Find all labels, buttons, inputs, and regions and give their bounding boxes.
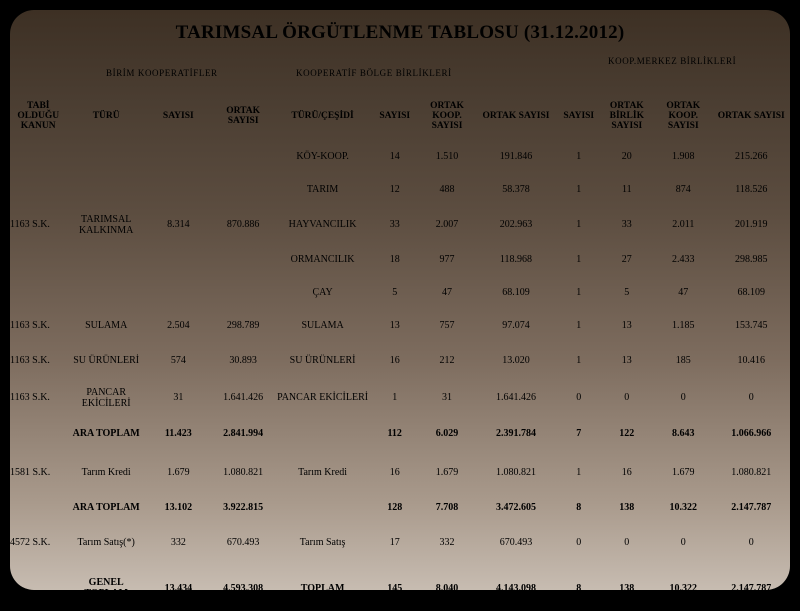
cell-turu xyxy=(66,276,145,309)
table-row xyxy=(10,520,790,565)
cell-ortak-sayisi: 2.841.994 xyxy=(223,427,264,439)
cell-merkez-sayisi: 8 xyxy=(576,582,582,594)
cell-bolge-sayisi: 16 xyxy=(389,355,400,366)
subtotal-row xyxy=(10,416,790,450)
cell-merkez-ortak-koop: 2.433 xyxy=(672,254,695,265)
cell-merkez-ortak-sayisi: 1.080.821 xyxy=(731,467,772,478)
table-row xyxy=(10,309,790,342)
cell-merkez-ortak-sayisi: 2.147.787 xyxy=(731,502,772,513)
cell-bolge-sayisi: 12 xyxy=(389,184,400,195)
cell-merkez-ortak-koop: 10.322 xyxy=(669,582,697,594)
cell-kanun: 1163 S.K. xyxy=(10,320,50,331)
cell-bolge-ortak-koop: 1.510 xyxy=(435,151,459,162)
cell-turu-cesidi xyxy=(276,495,370,520)
cell-merkez-ortak-birlik: 33 xyxy=(621,219,632,230)
cell-merkez-ortak-sayisi: 1.066.966 xyxy=(731,427,772,439)
header-ortak-sayisi: ORTAK SAYISI xyxy=(226,106,261,126)
cell-bolge-sayisi: 14 xyxy=(389,151,400,162)
cell-merkez-sayisi: 1 xyxy=(576,151,582,162)
cell-bolge-ortak-koop: 332 xyxy=(439,537,455,548)
cell-bolge-sayisi: 145 xyxy=(387,582,403,594)
cell-bolge-ortak-sayisi: 2.391.784 xyxy=(495,427,536,439)
cell-kanun xyxy=(10,276,66,309)
cell-bolge-ortak-koop: 2.007 xyxy=(435,219,459,230)
cell-merkez-ortak-birlik: 0 xyxy=(624,537,630,548)
cell-turu-cesidi: TARIM xyxy=(306,184,339,195)
header-row xyxy=(10,92,790,140)
total-row xyxy=(10,565,790,611)
cell-bolge-ortak-sayisi: 118.968 xyxy=(499,254,533,265)
cell-bolge-sayisi: 128 xyxy=(387,502,403,513)
table-row xyxy=(10,276,790,309)
cell-merkez-ortak-koop: 47 xyxy=(678,287,689,298)
cell-bolge-ortak-sayisi: 670.493 xyxy=(499,537,533,548)
cell-merkez-ortak-birlik: 16 xyxy=(621,467,632,478)
cell-bolge-ortak-sayisi: 1.080.821 xyxy=(495,467,536,478)
cell-bolge-ortak-sayisi: 191.846 xyxy=(499,151,533,162)
cell-bolge-ortak-koop: 977 xyxy=(439,254,455,265)
cell-merkez-ortak-birlik: 13 xyxy=(621,320,632,331)
group-header-birim: BİRİM KOOPERATİFLER xyxy=(106,68,218,78)
cell-ortak-sayisi: 870.886 xyxy=(226,219,260,230)
cell-sayisi: 2.504 xyxy=(167,320,190,331)
cell-turu-cesidi xyxy=(276,416,370,450)
cell-sayisi xyxy=(146,276,211,309)
header-merkez-ortak-birlik: ORTAK BİRLİK SAYISI xyxy=(609,101,644,131)
table-row xyxy=(10,140,790,173)
cell-merkez-ortak-birlik: 27 xyxy=(621,254,632,265)
subtotal-row xyxy=(10,495,790,520)
cell-merkez-ortak-birlik: 11 xyxy=(621,184,632,195)
cell-kanun xyxy=(10,565,66,611)
cell-merkez-ortak-sayisi: 153.745 xyxy=(735,320,768,331)
cell-ortak-sayisi: 4.593.308 xyxy=(223,582,264,594)
header-sayisi: SAYISI xyxy=(162,111,194,121)
cell-bolge-ortak-sayisi: 68.109 xyxy=(502,287,530,298)
cell-sayisi xyxy=(146,173,211,206)
cell-turu-cesidi: TOPLAM xyxy=(300,582,345,594)
cell-kanun: 1163 S.K. xyxy=(10,355,50,366)
page-title: TARIMSAL ÖRGÜTLENME TABLOSU (31.12.2012) xyxy=(175,22,625,43)
cell-turu-cesidi: SULAMA xyxy=(301,320,344,331)
cell-bolge-sayisi: 112 xyxy=(387,427,402,439)
cell-bolge-ortak-sayisi: 202.963 xyxy=(499,219,533,230)
header-bolge-sayisi: SAYISI xyxy=(379,111,411,121)
cell-sayisi: 332 xyxy=(170,537,186,548)
cell-sayisi xyxy=(146,140,211,173)
table-row xyxy=(10,379,790,416)
cell-bolge-ortak-sayisi: 1.641.426 xyxy=(495,392,536,403)
header-turu: TÜRÜ xyxy=(92,111,120,121)
cell-kanun xyxy=(10,243,66,276)
cell-kanun: 1581 S.K. xyxy=(10,467,51,478)
cell-bolge-ortak-koop: 488 xyxy=(439,184,455,195)
cell-bolge-sayisi: 17 xyxy=(389,537,400,548)
cell-sayisi: 8.314 xyxy=(167,219,190,230)
cell-sayisi: 13.102 xyxy=(164,502,193,513)
cell-bolge-ortak-koop: 757 xyxy=(439,320,455,331)
cell-ortak-sayisi: 1.080.821 xyxy=(223,467,264,478)
cell-turu-cesidi: KÖY-KOOP. xyxy=(296,151,349,162)
cell-bolge-sayisi: 13 xyxy=(389,320,400,331)
cell-sayisi: 11.423 xyxy=(164,427,192,439)
organization-table xyxy=(10,92,790,611)
cell-turu: TARIMSAL KALKINMA xyxy=(78,213,134,236)
cell-turu: SU ÜRÜNLERİ xyxy=(73,355,140,366)
cell-bolge-ortak-koop: 47 xyxy=(441,287,452,298)
header-bolge-ortak-koop: ORTAK KOOP. SAYISI xyxy=(430,101,464,131)
cell-merkez-ortak-birlik: 20 xyxy=(621,151,632,162)
cell-merkez-ortak-koop: 1.908 xyxy=(672,151,695,162)
cell-turu-cesidi: Tarım Kredi xyxy=(298,467,348,478)
cell-bolge-ortak-koop: 8.040 xyxy=(435,582,459,594)
cell-ortak-sayisi xyxy=(211,173,276,206)
cell-merkez-ortak-birlik: 122 xyxy=(619,427,635,439)
cell-merkez-ortak-koop: 2.011 xyxy=(672,219,695,230)
group-header-bolge: KOOPERATİF BÖLGE BİRLİKLERİ xyxy=(296,68,452,78)
cell-sayisi: 31 xyxy=(173,392,184,403)
cell-turu: PANCAR EKİCİLERİ xyxy=(81,386,131,409)
header-merkez-sayisi: SAYISI xyxy=(563,111,595,121)
cell-kanun: 1163 S.K. xyxy=(10,392,50,403)
cell-merkez-ortak-sayisi: 0 xyxy=(748,537,754,548)
cell-turu xyxy=(66,173,145,206)
table-row xyxy=(10,206,790,243)
cell-bolge-sayisi: 18 xyxy=(389,254,400,265)
cell-merkez-ortak-sayisi: 0 xyxy=(748,392,754,403)
cell-turu xyxy=(66,140,145,173)
cell-merkez-ortak-birlik: 138 xyxy=(619,502,635,513)
cell-turu-cesidi: Tarım Satış xyxy=(299,537,346,548)
cell-merkez-ortak-sayisi: 201.919 xyxy=(735,219,768,230)
cell-merkez-sayisi: 8 xyxy=(576,502,582,513)
cell-bolge-sayisi: 5 xyxy=(392,287,398,298)
cell-bolge-sayisi: 33 xyxy=(389,219,400,230)
cell-turu-cesidi: PANCAR EKİCİLERİ xyxy=(277,392,369,403)
cell-turu: Tarım Kredi xyxy=(81,467,131,478)
cell-merkez-ortak-koop: 0 xyxy=(680,537,686,548)
cell-merkez-sayisi: 1 xyxy=(576,254,582,265)
cell-bolge-sayisi: 16 xyxy=(389,467,400,478)
cell-merkez-ortak-birlik: 0 xyxy=(624,392,630,403)
cell-bolge-ortak-sayisi: 58.378 xyxy=(502,184,530,195)
cell-bolge-ortak-koop: 31 xyxy=(441,392,452,403)
cell-ortak-sayisi: 3.922.815 xyxy=(223,502,264,513)
cell-merkez-ortak-koop: 1.679 xyxy=(672,467,695,478)
cell-turu: ARA TOPLAM xyxy=(72,427,140,439)
cell-turu-cesidi: ORMANCILIK xyxy=(290,254,355,265)
cell-ortak-sayisi xyxy=(211,243,276,276)
cell-merkez-ortak-sayisi: 68.109 xyxy=(737,287,766,298)
cell-sayisi: 13.434 xyxy=(164,582,193,594)
cell-merkez-sayisi: 7 xyxy=(576,427,582,439)
header-kanun: TABİ OLDUĞU KANUN xyxy=(17,101,60,131)
cell-merkez-sayisi: 1 xyxy=(576,355,582,366)
header-merkez-ortak-sayisi: ORTAK SAYISI xyxy=(717,111,785,121)
cell-bolge-sayisi: 1 xyxy=(392,392,398,403)
cell-merkez-ortak-birlik: 138 xyxy=(619,582,635,594)
cell-merkez-ortak-koop: 874 xyxy=(675,184,691,195)
cell-merkez-ortak-sayisi: 118.526 xyxy=(735,184,768,195)
cell-merkez-ortak-koop: 1.185 xyxy=(672,320,695,331)
cell-kanun xyxy=(10,416,66,450)
table-row xyxy=(10,243,790,276)
cell-turu xyxy=(66,243,145,276)
cell-ortak-sayisi xyxy=(211,140,276,173)
cell-sayisi: 574 xyxy=(170,355,186,366)
cell-bolge-ortak-sayisi: 3.472.605 xyxy=(495,502,536,513)
cell-merkez-sayisi: 1 xyxy=(576,184,582,195)
cell-kanun xyxy=(10,495,66,520)
cell-bolge-ortak-koop: 1.679 xyxy=(435,467,459,478)
cell-kanun xyxy=(10,173,66,206)
cell-sayisi: 1.679 xyxy=(167,467,190,478)
cell-turu: ARA TOPLAM xyxy=(72,502,140,513)
cell-turu: SULAMA xyxy=(85,320,128,331)
cell-merkez-sayisi: 0 xyxy=(576,537,582,548)
cell-merkez-ortak-sayisi: 298.985 xyxy=(735,254,768,265)
cell-merkez-ortak-koop: 10.322 xyxy=(669,502,697,513)
cell-merkez-sayisi: 1 xyxy=(576,287,582,298)
cell-kanun xyxy=(10,140,66,173)
cell-kanun: 4572 S.K. xyxy=(10,537,51,548)
cell-merkez-ortak-birlik: 5 xyxy=(624,287,630,298)
cell-merkez-ortak-birlik: 13 xyxy=(621,355,632,366)
cell-bolge-ortak-koop: 7.708 xyxy=(435,502,459,513)
cell-bolge-ortak-koop: 212 xyxy=(439,355,455,366)
cell-ortak-sayisi: 1.641.426 xyxy=(223,392,264,403)
cell-bolge-ortak-sayisi: 4.143.098 xyxy=(495,582,536,594)
header-merkez-ortak-koop: ORTAK KOOP. SAYISI xyxy=(666,101,701,131)
cell-ortak-sayisi: 670.493 xyxy=(226,537,260,548)
cell-merkez-sayisi: 1 xyxy=(576,219,582,230)
cell-merkez-ortak-koop: 8.643 xyxy=(672,427,695,439)
cell-turu-cesidi: SU ÜRÜNLERİ xyxy=(289,355,356,366)
cell-ortak-sayisi: 30.893 xyxy=(229,355,257,366)
slide xyxy=(10,10,790,599)
table-row xyxy=(10,342,790,379)
cell-merkez-sayisi: 1 xyxy=(576,467,582,478)
cell-bolge-ortak-sayisi: 13.020 xyxy=(502,355,530,366)
cell-merkez-ortak-sayisi: 10.416 xyxy=(737,355,766,366)
cell-merkez-ortak-sayisi: 2.147.787 xyxy=(731,582,772,594)
group-header-merkez: KOOP.MERKEZ BİRLİKLERİ xyxy=(608,56,737,66)
cell-sayisi xyxy=(146,243,211,276)
cell-merkez-sayisi: 0 xyxy=(576,392,582,403)
cell-merkez-sayisi: 1 xyxy=(576,320,582,331)
header-bolge-ortak-sayisi: ORTAK SAYISI xyxy=(482,111,550,121)
cell-bolge-ortak-koop: 6.029 xyxy=(435,427,459,439)
cell-merkez-ortak-sayisi: 215.266 xyxy=(735,151,768,162)
table-row xyxy=(10,450,790,495)
cell-turu-cesidi: HAYVANCILIK xyxy=(288,219,357,230)
cell-merkez-ortak-koop: 0 xyxy=(680,392,686,403)
cell-kanun: 1163 S.K. xyxy=(10,219,50,230)
cell-merkez-ortak-koop: 185 xyxy=(675,355,691,366)
cell-bolge-ortak-sayisi: 97.074 xyxy=(502,320,530,331)
cell-turu: Tarım Satış(*) xyxy=(77,537,135,548)
table-row xyxy=(10,173,790,206)
cell-turu: GENEL TOPLAM xyxy=(84,577,129,599)
cell-ortak-sayisi: 298.789 xyxy=(226,320,260,331)
cell-turu-cesidi: ÇAY xyxy=(312,287,333,298)
header-turu-cesidi: TÜRÜ/ÇEŞİDİ xyxy=(291,111,354,121)
cell-ortak-sayisi xyxy=(211,276,276,309)
